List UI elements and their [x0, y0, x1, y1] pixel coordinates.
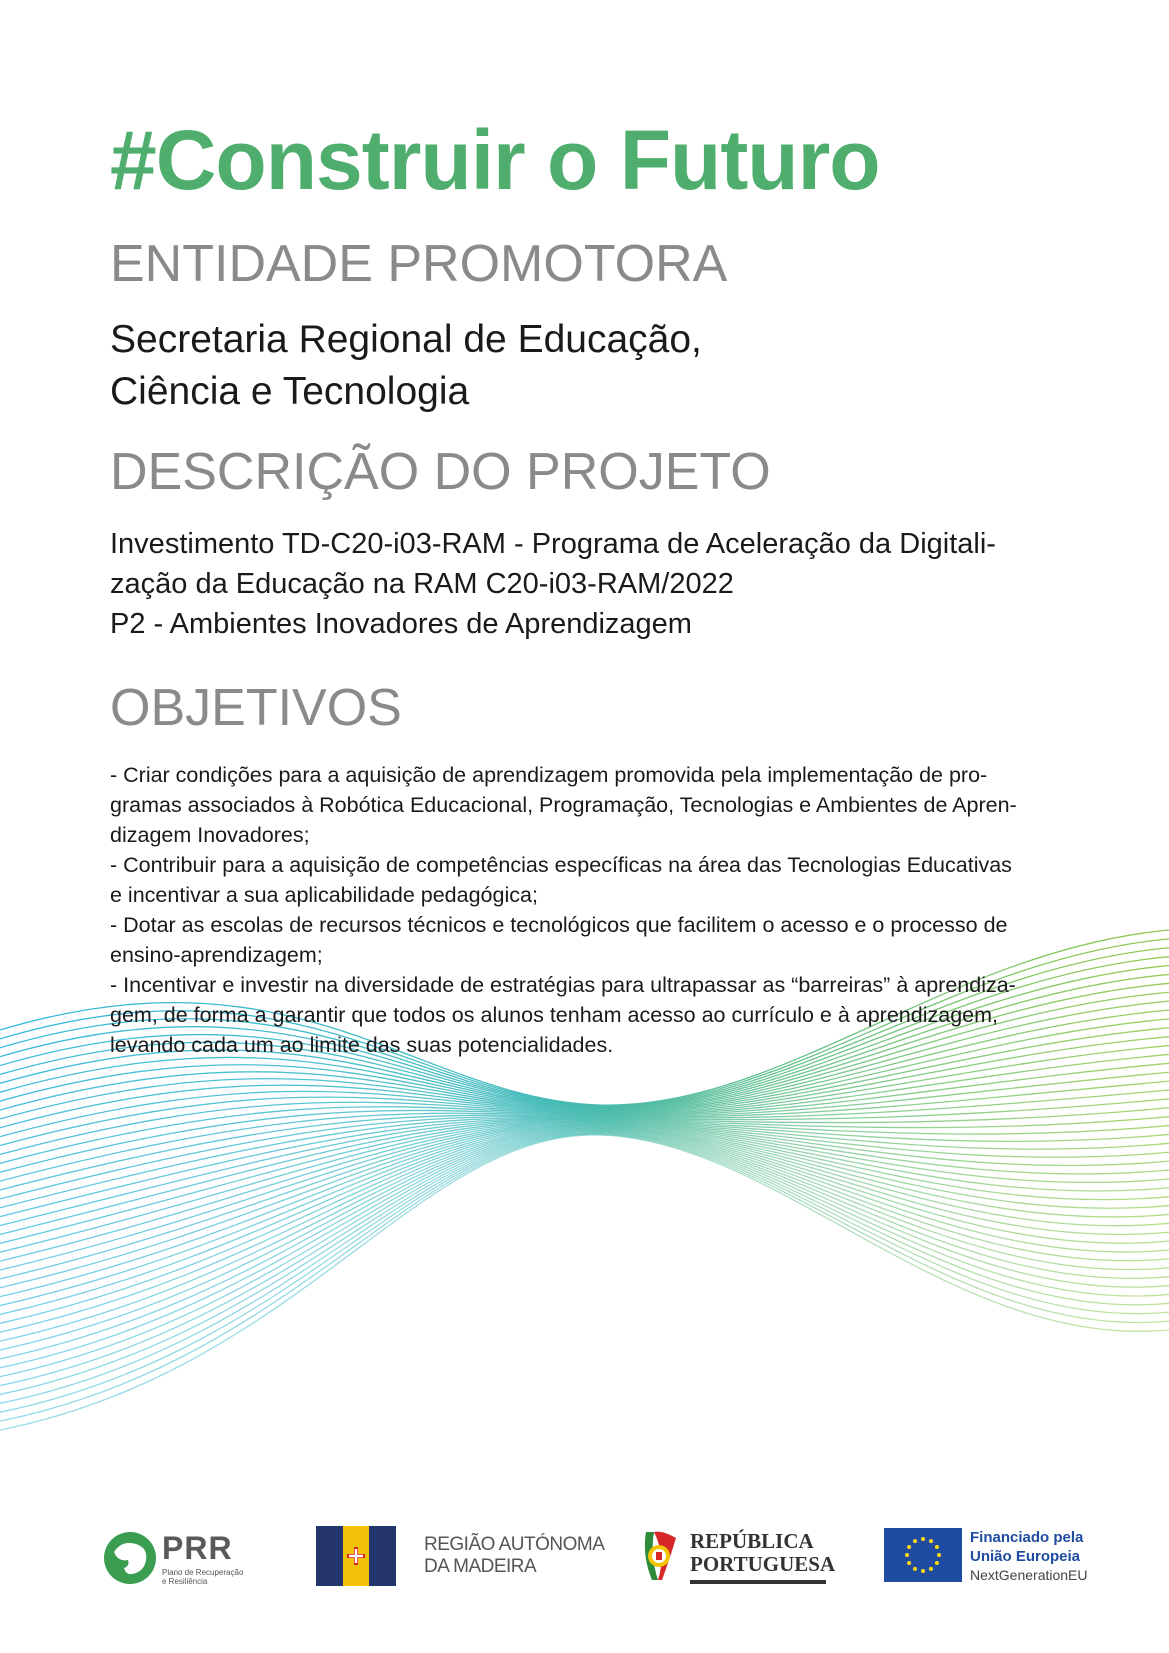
promoter-line: Ciência e Tecnologia	[110, 370, 470, 413]
project-heading: DESCRIÇÃO DO PROJETO	[110, 443, 771, 501]
page-title: #Construir o Futuro	[110, 113, 880, 207]
prr-subtitle	[162, 1568, 243, 1586]
republica-portuguesa-name	[690, 1530, 835, 1576]
project-line: P2 - Ambientes Inovadores de Aprendizagem	[110, 608, 692, 640]
prr-logo-icon	[104, 1532, 156, 1584]
republica-underline	[690, 1580, 826, 1584]
footer-logos	[0, 1520, 1169, 1620]
prr-subtitle-line: e Resiliência	[162, 1577, 208, 1586]
madeira-region-name	[424, 1534, 604, 1578]
eu-funding-text	[970, 1528, 1088, 1585]
promoter-text	[110, 314, 1070, 418]
eu-flag-icon	[884, 1528, 962, 1582]
eu-funding-line: União Europeia	[970, 1548, 1081, 1565]
objectives-list	[110, 760, 1070, 1060]
objective-line: gramas associados à Robótica Educacional, Programação, Tecnologias e Ambientes de Apren-	[110, 793, 1017, 817]
objective-line: dizagem Inovadores;	[110, 823, 310, 847]
eu-funding-line: Financiado pela	[970, 1529, 1084, 1546]
objective-line: gem, de forma a garantir que todos os alunos tenham acesso ao currículo e à aprendizagem,	[110, 1003, 998, 1027]
objective-line: levando cada um ao limite das suas potencialidades.	[110, 1033, 614, 1057]
objectives-heading: OBJETIVOS	[110, 679, 402, 737]
objective-line: - Criar condições para a aquisição de aprendizagem promovida pela implementação de pro-	[110, 763, 988, 787]
objective-line: - Dotar as escolas de recursos técnicos e tecnológicos que facilitem o acesso e o processo de	[110, 913, 1008, 937]
madeira-line: DA MADEIRA	[424, 1556, 537, 1577]
madeira-line: REGIÃO AUTÓNOMA	[424, 1534, 605, 1555]
objective-line: - Incentivar e investir na diversidade de estratégias para ultrapassar as “barreiras” à aprendiza-	[110, 973, 1016, 997]
objective-line: e incentivar a sua aplicabilidade pedagógica;	[110, 883, 538, 907]
republica-line: PORTUGUESA	[690, 1552, 836, 1576]
project-line: Investimento TD-C20-i03-RAM - Programa de Aceleração da Digitali-	[110, 528, 996, 560]
promoter-line: Secretaria Regional de Educação,	[110, 318, 702, 361]
prr-title: PRR	[162, 1530, 233, 1566]
objective-line: - Contribuir para a aquisição de competências específicas na área das Tecnologias Educativas	[110, 853, 1012, 877]
project-line: zação da Educação na RAM C20-i03-RAM/2022	[110, 568, 734, 600]
prr-subtitle-line: Plano de Recuperação	[162, 1568, 244, 1577]
next-generation-eu-label: NextGenerationEU	[970, 1567, 1088, 1583]
republica-line: REPÚBLICA	[690, 1529, 814, 1553]
objective-line: ensino-aprendizagem;	[110, 943, 323, 967]
promoter-heading: ENTIDADE PROMOTORA	[110, 235, 728, 293]
prr-logo	[104, 1532, 274, 1592]
project-description	[110, 524, 1070, 644]
madeira-flag-icon	[316, 1526, 396, 1586]
main-content	[110, 113, 1070, 1060]
portuguese-emblem-icon	[640, 1528, 682, 1584]
